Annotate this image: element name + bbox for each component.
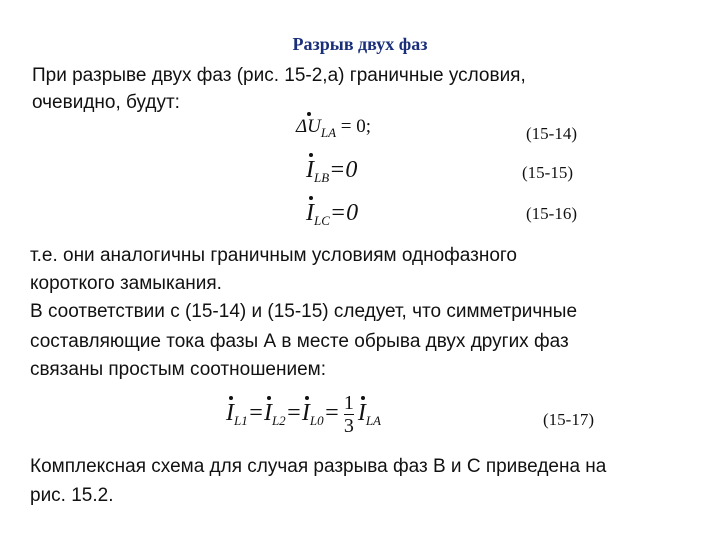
equation-number-15-15: (15-15) bbox=[522, 163, 573, 182]
formula-equals: = bbox=[247, 400, 264, 427]
equation-rhs: =0 bbox=[329, 157, 358, 183]
formula-equals: = bbox=[285, 400, 302, 427]
intro-line-1: При разрыве двух фаз (рис. 15-2,а) граничные условия, bbox=[32, 65, 526, 86]
current-symbol: I bbox=[226, 400, 234, 427]
current-symbol: I bbox=[263, 400, 272, 427]
equation-subscript: LA bbox=[320, 125, 337, 140]
delta-u-symbol: ΔU bbox=[296, 116, 321, 137]
body-line-2: короткого замыкания. bbox=[30, 273, 222, 294]
fraction-numerator: 1 bbox=[343, 392, 354, 414]
fraction-denominator: 3 bbox=[343, 415, 354, 437]
conclusion-line-2: рис. 15.2. bbox=[30, 485, 114, 506]
current-symbol: I bbox=[301, 400, 310, 427]
intro-line-2: очевидно, будут: bbox=[32, 92, 180, 113]
body-line-3: В соответствии с (15-14) и (15-15) следует, что симметричные bbox=[30, 301, 578, 322]
formula-subscript: L1 bbox=[234, 413, 248, 429]
body-line-5: связаны простым соотношением: bbox=[30, 359, 327, 380]
formula-subscript: L0 bbox=[309, 413, 324, 429]
equation-15-16 bbox=[306, 200, 358, 229]
formula-15-17 bbox=[226, 392, 381, 437]
current-symbol: I bbox=[357, 400, 366, 427]
conclusion-line-1: Комплексная схема для случая разрыва фаз В и С приведена на bbox=[30, 456, 607, 477]
equation-subscript: LB bbox=[314, 170, 330, 185]
equation-number-15-17: (15-17) bbox=[543, 410, 594, 429]
equation-number-15-14: (15-14) bbox=[526, 124, 577, 143]
formula-subscript: L2 bbox=[271, 413, 286, 429]
equation-subscript: LC bbox=[314, 213, 330, 228]
equation-number-15-16: (15-16) bbox=[526, 204, 577, 223]
formula-subscript: LA bbox=[365, 413, 381, 429]
equation-rhs: =0 bbox=[329, 200, 359, 226]
current-symbol: I bbox=[306, 200, 314, 226]
equation-15-15 bbox=[306, 157, 357, 186]
body-line-1: т.е. они аналогичны граничным условиям однофазного bbox=[30, 245, 517, 266]
page-title: Разрыв двух фаз bbox=[292, 34, 428, 54]
body-line-4: составляющие тока фазы А в месте обрыва двух других фаз bbox=[30, 331, 569, 352]
current-symbol: I bbox=[306, 157, 314, 183]
formula-equals: = bbox=[323, 400, 340, 427]
fraction-one-third bbox=[344, 392, 354, 437]
equation-15-14 bbox=[296, 116, 371, 141]
equation-rhs: = 0; bbox=[336, 116, 372, 137]
